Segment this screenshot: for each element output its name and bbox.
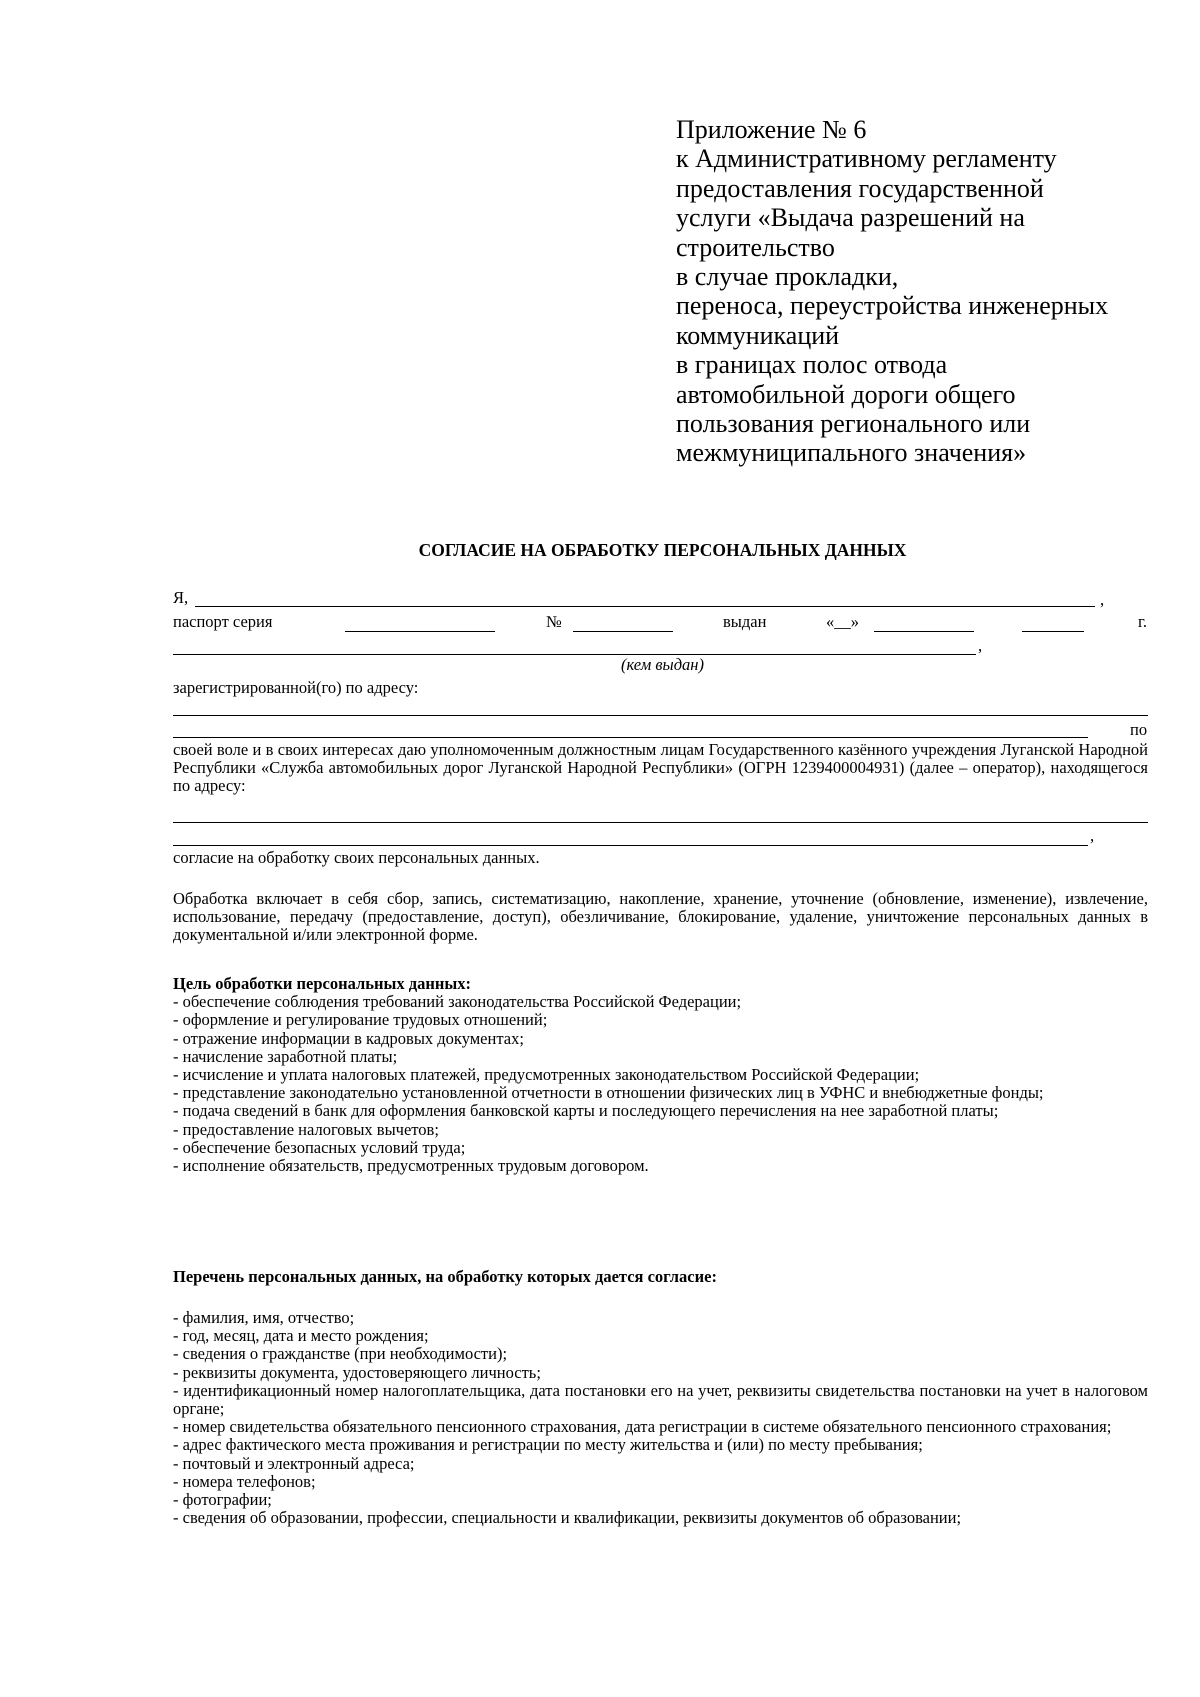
list-item: - подача сведений в банк для оформления банковской карты и последующего перечисления на нее заработной платы;: [173, 1101, 999, 1121]
annex-line: услуги «Выдача разрешений на: [676, 203, 1025, 233]
passport-series-label: паспорт серия: [173, 612, 273, 631]
list-item: - сведения о гражданстве (при необходимости);: [173, 1344, 508, 1364]
list-item: - фотографии;: [173, 1490, 272, 1510]
passport-number-field[interactable]: [573, 631, 673, 632]
data-list-heading-text: Перечень персональных данных, на обработку которых дается согласие:: [173, 1267, 717, 1286]
annex-line: пользования регионального или: [676, 409, 1031, 439]
list-item: - год, месяц, дата и место рождения;: [173, 1326, 429, 1346]
list-item: - почтовый и электронный адреса;: [173, 1453, 415, 1473]
list-item: - номер свидетельства обязательного пенсионного страхования, дата регистрации в системе обязательного пенсионного страхования;: [173, 1417, 1112, 1437]
annex-line: переноса, переустройства инженерных: [676, 291, 1109, 321]
consent-paragraph: своей воле и в своих интересах даю уполномоченным должностным лицам Государственного казённого учреждения Луганской Народной Республики «Служба автомобильных дорог Луганской Народной Республики» (ОГРН 1239400004931) (далее – оператор), находящегося по адресу:: [173, 740, 1148, 796]
issue-year-field[interactable]: [1022, 631, 1084, 632]
po-label: по: [1130, 720, 1148, 739]
consent-processing-text: согласие на обработку своих персональных данных.: [173, 848, 540, 867]
registered-address-field-2[interactable]: [173, 737, 1088, 738]
comma-mark: ,: [978, 636, 983, 655]
list-item: - реквизиты документа, удостоверяющего личность;: [173, 1362, 541, 1382]
purpose-heading: Цель обработки персональных данных:: [173, 974, 471, 993]
annex-line: коммуникаций: [676, 320, 840, 350]
annex-line: предоставления государственной: [676, 173, 1044, 203]
list-item: - исчисление и уплата налоговых платежей, предусмотренных законодательством Российской Федерации;: [173, 1065, 920, 1085]
operator-address-field-1[interactable]: [173, 822, 1148, 823]
registered-address-label: зарегистрированной(го) по адресу:: [173, 678, 419, 697]
issue-month-field[interactable]: [874, 631, 974, 632]
annex-line: в случае прокладки,: [676, 262, 899, 292]
list-item: - фамилия, имя, отчество;: [173, 1308, 355, 1327]
list-item: - адрес фактического места проживания и регистрации по месту жительства и (или) по месту пребывания;: [173, 1435, 923, 1455]
annex-line: автомобильной дороги общего: [676, 379, 1016, 409]
issued-by-hint: (кем выдан): [621, 655, 704, 674]
year-suffix: г.: [1138, 612, 1148, 631]
passport-number-label: №: [546, 612, 562, 631]
list-item: - исполнение обязательств, предусмотренных трудовым договором.: [173, 1156, 649, 1176]
annex-line: строительство: [676, 232, 835, 262]
data-list-heading: [173, 1268, 1148, 1286]
list-item: - отражение информации в кадровых документах;: [173, 1028, 524, 1048]
data-list-section: [173, 1309, 1148, 1527]
list-item: - идентификационный номер налогоплательщика, дата постановки его на учет, реквизиты свидетельства постановки на учет в налоговом органе;: [173, 1380, 1148, 1419]
operator-address-field-2[interactable]: [173, 845, 1088, 846]
annex-line: к Административному регламенту: [676, 144, 1057, 174]
annex-line: Приложение № 6: [676, 115, 867, 144]
list-item: - оформление и регулирование трудовых отношений;: [173, 1010, 548, 1030]
list-item: - начисление заработной платы;: [173, 1046, 398, 1066]
purpose-section: [173, 975, 1148, 1175]
full-name-field[interactable]: [195, 606, 1095, 607]
annex-line: в границах полос отвода: [676, 350, 948, 380]
list-item: - обеспечение безопасных условий труда;: [173, 1137, 466, 1157]
passport-series-field[interactable]: [345, 631, 495, 632]
comma-mark: ,: [1090, 826, 1095, 845]
ya-label: Я,: [173, 588, 189, 607]
issued-label: выдан: [723, 612, 767, 631]
list-item: - номера телефонов;: [173, 1471, 316, 1491]
annex-line: межмуниципального значения»: [676, 438, 1027, 468]
annex-header: [676, 115, 1196, 468]
document-title: СОГЛАСИЕ НА ОБРАБОТКУ ПЕРСОНАЛЬНЫХ ДАННЫХ: [418, 540, 907, 560]
comma-mark: ,: [1100, 590, 1105, 609]
list-item: - обеспечение соблюдения требований законодательства Российской Федерации;: [173, 992, 742, 1012]
list-item: - сведения об образовании, профессии, специальности и квалификации, реквизиты документов об образовании;: [173, 1508, 962, 1528]
processing-paragraph: Обработка включает в себя сбор, запись, систематизацию, накопление, хранение, уточнение (обновление, изменение), извлечение, использование, передачу (предоставление, доступ), обезличивание, блокирование, удаление, уничтожение персональных данных в документальной и/или электронной форме.: [173, 889, 1148, 945]
list-item: - предоставление налоговых вычетов;: [173, 1119, 439, 1139]
issue-day-field[interactable]: «__»: [826, 612, 859, 631]
registered-address-field-1[interactable]: [173, 715, 1148, 716]
issued-by-field[interactable]: [173, 654, 976, 655]
list-item: - представление законодательно установленной отчетности в отношении физических лиц в УФНС и внебюджетные фонды;: [173, 1083, 1044, 1103]
